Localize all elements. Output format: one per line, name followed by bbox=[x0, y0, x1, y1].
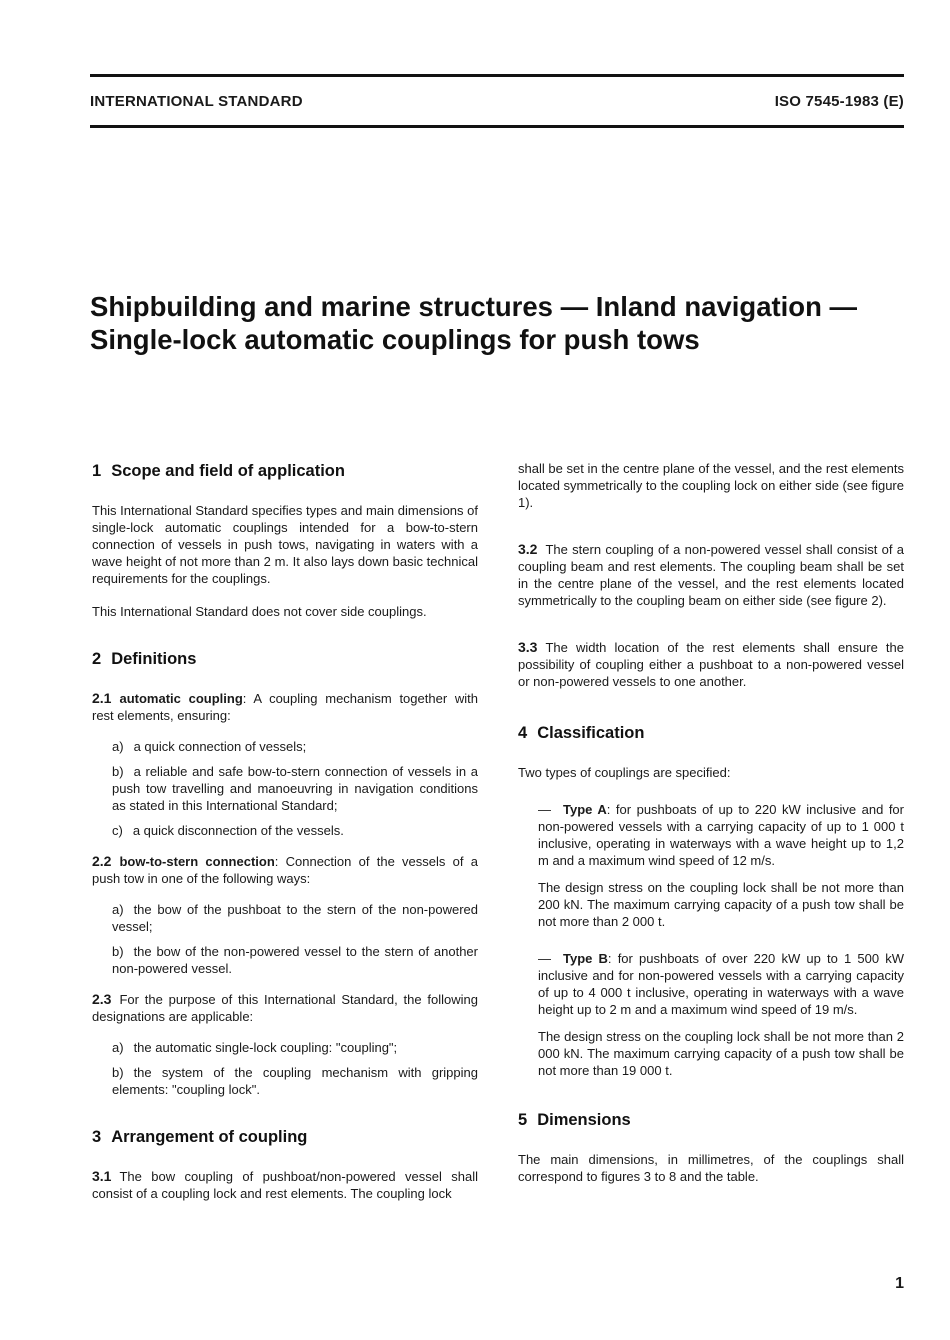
clause-number: 2.2 bbox=[92, 853, 112, 869]
classification-intro: Two types of couplings are specified: bbox=[518, 765, 731, 780]
clause-3-2 bbox=[518, 541, 904, 609]
list-item bbox=[112, 1039, 478, 1056]
section-1-heading bbox=[92, 460, 478, 482]
list-item bbox=[112, 763, 478, 814]
clause-number: 3.1 bbox=[92, 1168, 112, 1184]
section-title: Definitions bbox=[111, 650, 197, 668]
clause-number: 2.1 bbox=[92, 690, 112, 706]
clause-number: 3.2 bbox=[518, 541, 538, 557]
list-label: c) bbox=[112, 823, 123, 838]
section-number: 1 bbox=[92, 462, 102, 480]
title-line-2: Single-lock automatic couplings for push tows bbox=[90, 324, 700, 355]
right-column bbox=[518, 460, 904, 1201]
section-title: Arrangement of coupling bbox=[111, 1128, 308, 1146]
section-number: 3 bbox=[92, 1128, 102, 1146]
section-2-heading bbox=[92, 648, 478, 670]
list-item bbox=[112, 738, 478, 755]
left-column bbox=[92, 460, 478, 1218]
section-title: Classification bbox=[537, 724, 645, 742]
list-item bbox=[112, 943, 478, 977]
section-number: 4 bbox=[518, 724, 528, 742]
section-title: Scope and field of application bbox=[111, 462, 345, 480]
clause-3-3 bbox=[518, 639, 904, 690]
dash-marker: — bbox=[538, 951, 551, 966]
list-text: the automatic single-lock coupling: "coupling"; bbox=[133, 1040, 398, 1055]
clause-text: For the purpose of this International Standard, the following designations are applicable: bbox=[92, 992, 478, 1024]
clause-2-3 bbox=[92, 991, 478, 1025]
type-a-item bbox=[518, 801, 904, 869]
clause-2-2-list bbox=[92, 901, 478, 977]
clause-text: : Connection of the vessels of a push tow in one of the following ways: bbox=[92, 854, 478, 886]
type-b-item bbox=[518, 950, 904, 1018]
list-text: the system of the coupling mechanism with gripping elements: "coupling lock". bbox=[112, 1065, 478, 1097]
clause-text: The bow coupling of pushboat/non-powered vessel shall consist of a coupling lock and rest elements. The coupling lock bbox=[92, 1169, 478, 1201]
clause-2-3-list bbox=[92, 1039, 478, 1098]
list-label: b) bbox=[112, 944, 124, 959]
list-text: a quick disconnection of the vessels. bbox=[132, 823, 344, 838]
header-left: INTERNATIONAL STANDARD bbox=[90, 93, 303, 110]
clause-number: 2.3 bbox=[92, 991, 112, 1007]
document-title bbox=[90, 290, 920, 356]
clause-2-1-list bbox=[92, 738, 478, 839]
clause-3-1-continued: shall be set in the centre plane of the vessel, and the rest elements located symmetrically to the coupling lock on either side (see figure 1). bbox=[518, 461, 904, 510]
list-item bbox=[112, 822, 478, 839]
clause-number: 3.3 bbox=[518, 639, 538, 655]
list-item bbox=[112, 901, 478, 935]
section-number: 5 bbox=[518, 1111, 528, 1129]
type-label: Type B bbox=[563, 951, 608, 966]
clause-text: The width location of the rest elements shall ensure the possibility of coupling either a pushboat to a non-powered vessel or non-powered vessels to one another. bbox=[518, 640, 904, 689]
list-text: the bow of the pushboat to the stern of the non-powered vessel; bbox=[112, 902, 478, 934]
scope-paragraph: This International Standard specifies types and main dimensions of single-lock automatic couplings intended for a bow-to-stern connection of vessels in push tows, navigating in waters with a wave height of not more than 2 m. It also lays down basic technical requirements for the couplings. bbox=[92, 503, 478, 586]
section-number: 2 bbox=[92, 650, 102, 668]
clause-2-2 bbox=[92, 853, 478, 887]
list-label: b) bbox=[112, 764, 124, 779]
scope-exclusion: This International Standard does not cover side couplings. bbox=[92, 604, 427, 619]
clause-3-1-start bbox=[92, 1168, 478, 1202]
section-4-heading bbox=[518, 722, 904, 744]
clause-text: The stern coupling of a non-powered vessel shall consist of a coupling beam and rest elements. The coupling beam shall be set in the centre plane of the vessel, and the rest elements located symmetrically to the coupling beam on either side (see figure 2). bbox=[518, 542, 904, 608]
section-title: Dimensions bbox=[537, 1111, 631, 1129]
type-text: : for pushboats of up to 220 kW inclusive and for non-powered vessels with a carrying capacity of up to 1 000 t inclusive, operating in waterways with a wave height up to 1,2 m and a maximum wind speed of 12 m/s. bbox=[538, 802, 904, 868]
type-a-stress: The design stress on the coupling lock shall be not more than 200 kN. The maximum carrying capacity of a push tow shall be not more than 2 000 t. bbox=[538, 880, 904, 929]
list-label: a) bbox=[112, 739, 124, 754]
clause-text: : A coupling mechanism together with rest elements, ensuring: bbox=[92, 691, 478, 723]
list-item bbox=[112, 1064, 478, 1098]
list-label: a) bbox=[112, 902, 124, 917]
list-label: b) bbox=[112, 1065, 124, 1080]
list-text: the bow of the non-powered vessel to the stern of another non-powered vessel. bbox=[112, 944, 478, 976]
clause-term: bow-to-stern connection bbox=[119, 854, 275, 869]
header-rule-bottom bbox=[90, 125, 904, 128]
header-rule-top bbox=[90, 74, 904, 77]
type-b-stress: The design stress on the coupling lock shall be not more than 2 000 kN. The maximum carrying capacity of a push tow shall be not more than 19 000 t. bbox=[538, 1029, 904, 1078]
list-label: a) bbox=[112, 1040, 124, 1055]
list-text: a reliable and safe bow-to-stern connection of vessels in a push tow travelling and manoeuvring in navigation conditions as stated in this International Standard; bbox=[112, 764, 478, 813]
section-5-heading bbox=[518, 1109, 904, 1131]
header-right: ISO 7545-1983 (E) bbox=[774, 93, 904, 110]
type-label: Type A bbox=[563, 802, 607, 817]
clause-2-1 bbox=[92, 690, 478, 724]
title-line-1: Shipbuilding and marine structures — Inland navigation — bbox=[90, 291, 858, 322]
section-3-heading bbox=[92, 1126, 478, 1148]
clause-term: automatic coupling bbox=[119, 691, 243, 706]
list-text: a quick connection of vessels; bbox=[133, 739, 307, 754]
dash-marker: — bbox=[538, 802, 551, 817]
page-number: 1 bbox=[895, 1275, 904, 1292]
type-text: : for pushboats of over 220 kW up to 1 500 kW inclusive and for non-powered vessels with a carrying capacity of up to 4 000 t inclusive, operating in waterways with a wave height up to 2 m and a maximum wind speed of 19 m/s. bbox=[538, 951, 904, 1017]
dimensions-paragraph: The main dimensions, in millimetres, of the couplings shall correspond to figures 3 to 8 and the table. bbox=[518, 1152, 904, 1184]
